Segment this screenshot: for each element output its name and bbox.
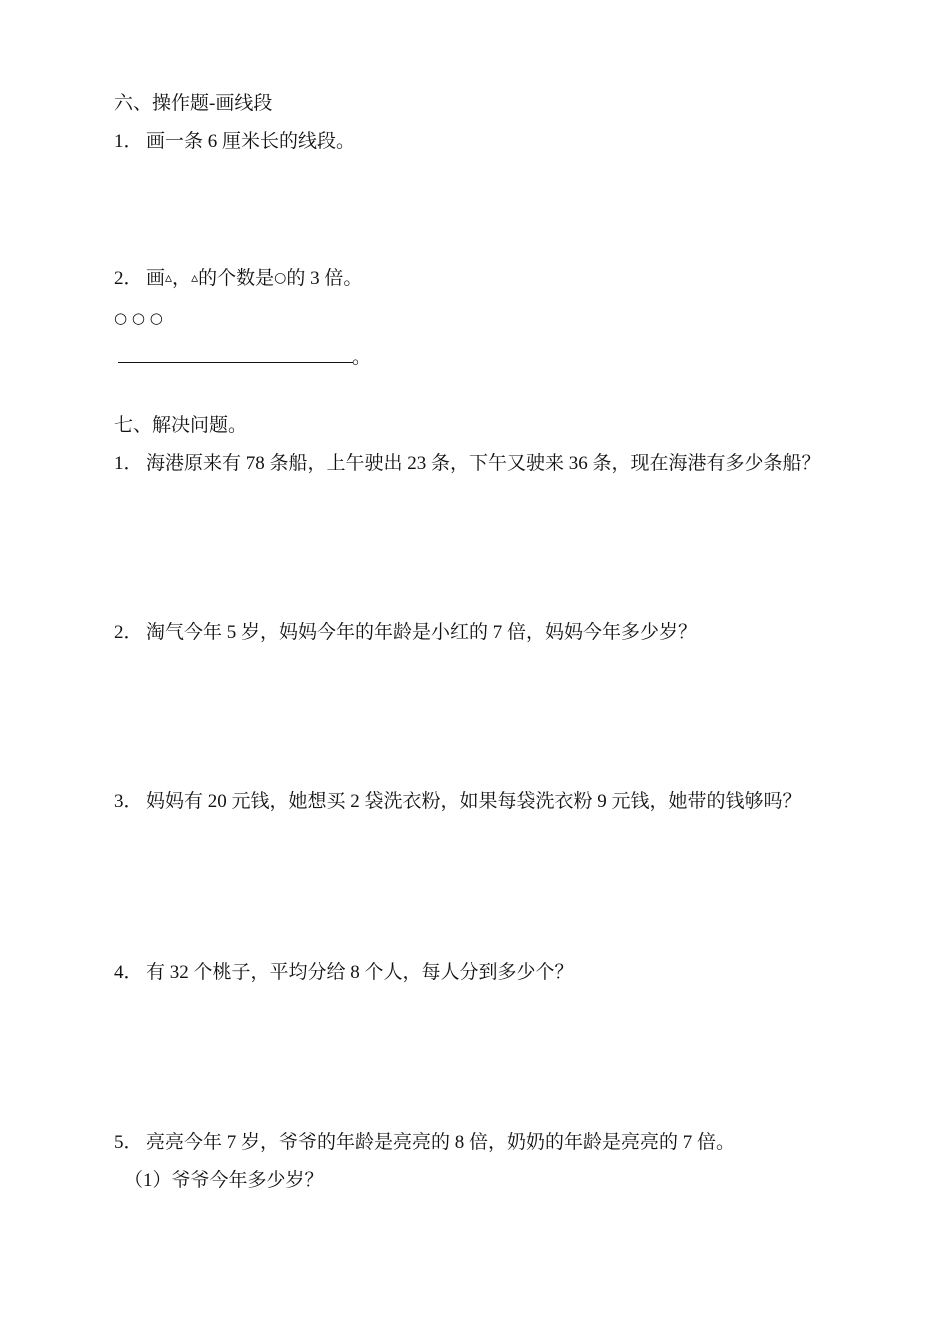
question-text-a: 画 bbox=[146, 268, 166, 289]
section7-title: 七、解决问题。 bbox=[114, 415, 248, 436]
section7-question-5 bbox=[114, 1131, 735, 1155]
question-number: 3． bbox=[114, 791, 143, 812]
circle-icon: ○ bbox=[274, 270, 287, 286]
answer-blank-line[interactable] bbox=[118, 344, 353, 363]
section7-question-4 bbox=[114, 961, 574, 985]
triangle-icon: ▵ bbox=[191, 270, 199, 286]
question-text: 海港原来有 78 条船，上午驶出 23 条，下午又驶来 36 条，现在海港有多少条船？ bbox=[146, 453, 821, 474]
section7-question-5-sub-1: （1）爷爷今年多少岁？ bbox=[124, 1170, 324, 1191]
section6-question-2 bbox=[114, 267, 362, 292]
section6-title: 六、操作题-画线段 bbox=[114, 93, 273, 114]
section6-question-1 bbox=[114, 130, 355, 154]
question-text-c: 的个数是 bbox=[198, 268, 275, 289]
question-number: 5． bbox=[114, 1132, 143, 1153]
question-text: 淘气今年 5 岁，妈妈今年的年龄是小红的 7 倍，妈妈今年多少岁？ bbox=[146, 622, 698, 643]
question-text: 有 32 个桃子，平均分给 8 个人，每人分到多少个？ bbox=[146, 962, 574, 983]
triangle-icon: ▵ bbox=[165, 270, 173, 286]
question-number: 1． bbox=[114, 453, 143, 474]
question-text: 亮亮今年 7 岁，爷爷的年龄是亮亮的 8 倍，奶奶的年龄是亮亮的 7 倍。 bbox=[146, 1132, 736, 1153]
blank-period: 。 bbox=[352, 347, 372, 368]
question-number: 4． bbox=[114, 962, 143, 983]
section7-question-2 bbox=[114, 621, 697, 645]
section7-question-3 bbox=[114, 790, 802, 814]
question-text: 妈妈有 20 元钱，她想买 2 袋洗衣粉，如果每袋洗衣粉 9 元钱，她带的钱够吗？ bbox=[146, 791, 802, 812]
question-text: 画一条 6 厘米长的线段。 bbox=[146, 131, 356, 152]
circles-row: ○ ○ ○ bbox=[114, 309, 163, 327]
question-number: 1． bbox=[114, 131, 143, 152]
question-number: 2． bbox=[114, 622, 143, 643]
question-text-d: 的 3 倍。 bbox=[286, 268, 363, 289]
section7-question-1 bbox=[114, 452, 821, 476]
question-text-b: ， bbox=[172, 268, 192, 289]
question-number: 2． bbox=[114, 268, 143, 289]
